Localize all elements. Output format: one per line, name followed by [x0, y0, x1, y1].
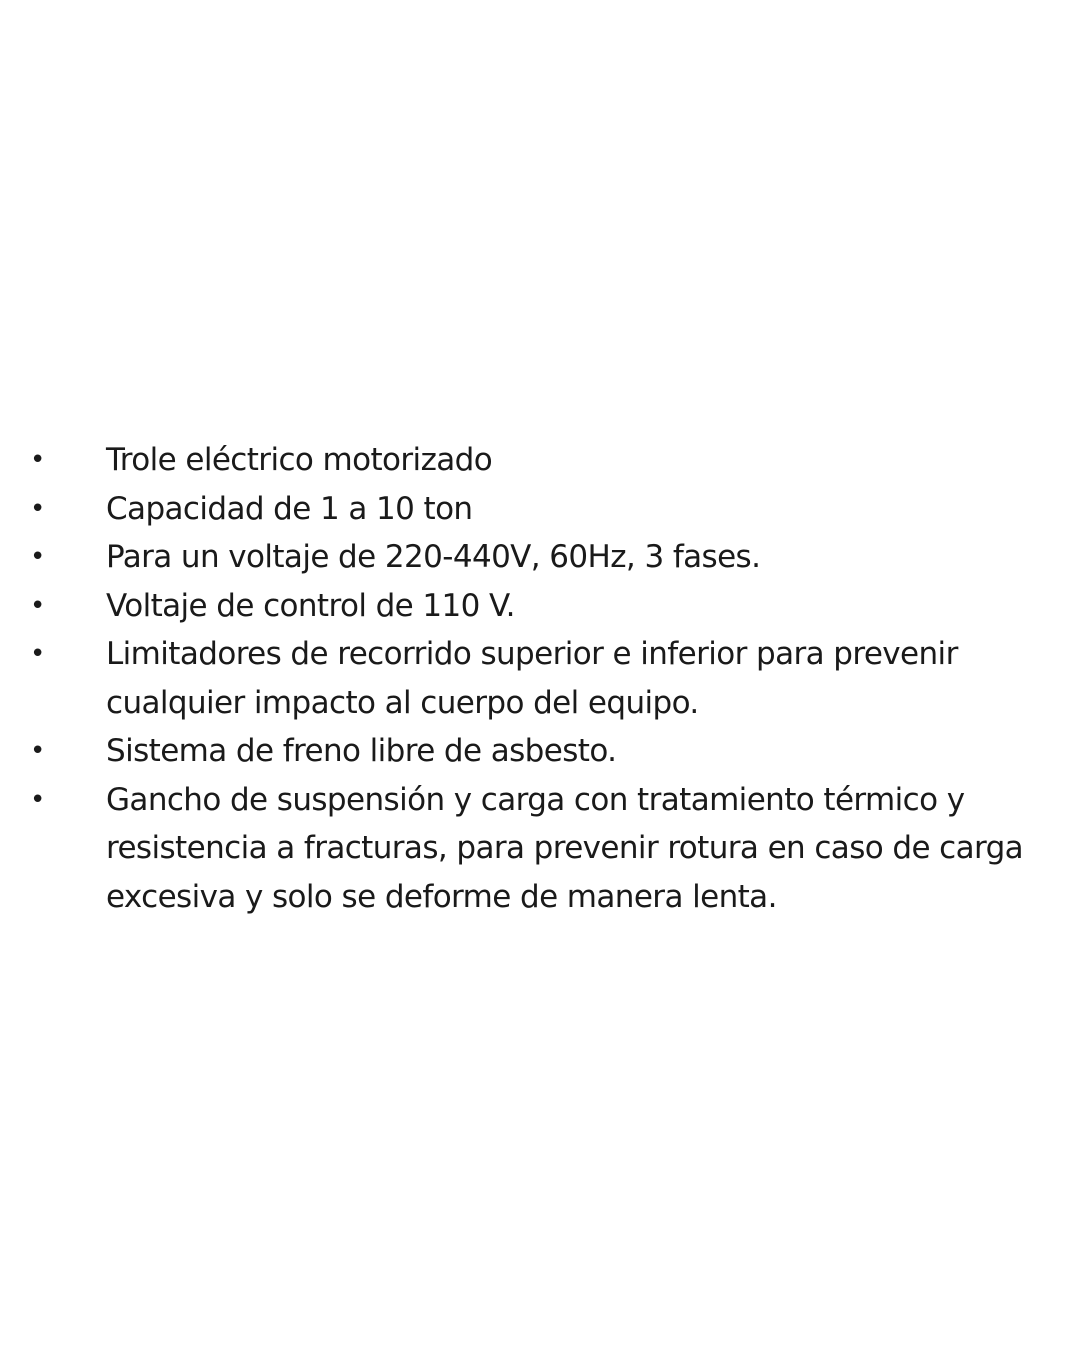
list-item-text: Trole eléctrico motorizado [106, 442, 493, 478]
bullet-icon: • [30, 445, 45, 475]
bullet-icon: • [30, 736, 45, 766]
bullet-icon: • [30, 639, 45, 669]
bullet-icon: • [30, 542, 45, 572]
list-item-text: Para un voltaje de 220-440V, 60Hz, 3 fases. [106, 539, 761, 575]
list-item [0, 485, 1080, 534]
list-item [0, 436, 1080, 485]
list-item [0, 727, 1080, 776]
list-item [0, 582, 1080, 631]
list-item-text: Sistema de freno libre de asbesto. [106, 733, 617, 769]
feature-list [0, 436, 1080, 921]
list-item-text: Gancho de suspensión y carga con tratamiento térmico y resistencia a fracturas, para prevenir rotura en caso de carga excesiva y solo se deforme de manera lenta. [106, 781, 1024, 915]
bullet-icon: • [30, 784, 45, 815]
list-item-text: Limitadores de recorrido superior e inferior para prevenir cualquier impacto al cuerpo del equipo. [106, 636, 958, 721]
list-item-text: Voltaje de control de 110 V. [106, 587, 515, 624]
list-item-text: Capacidad de 1 a 10 ton [106, 490, 473, 527]
list-item [0, 533, 1080, 582]
bullet-icon: • [30, 590, 45, 621]
list-item [0, 630, 1080, 727]
list-item [0, 776, 1080, 922]
bullet-icon: • [30, 493, 45, 524]
